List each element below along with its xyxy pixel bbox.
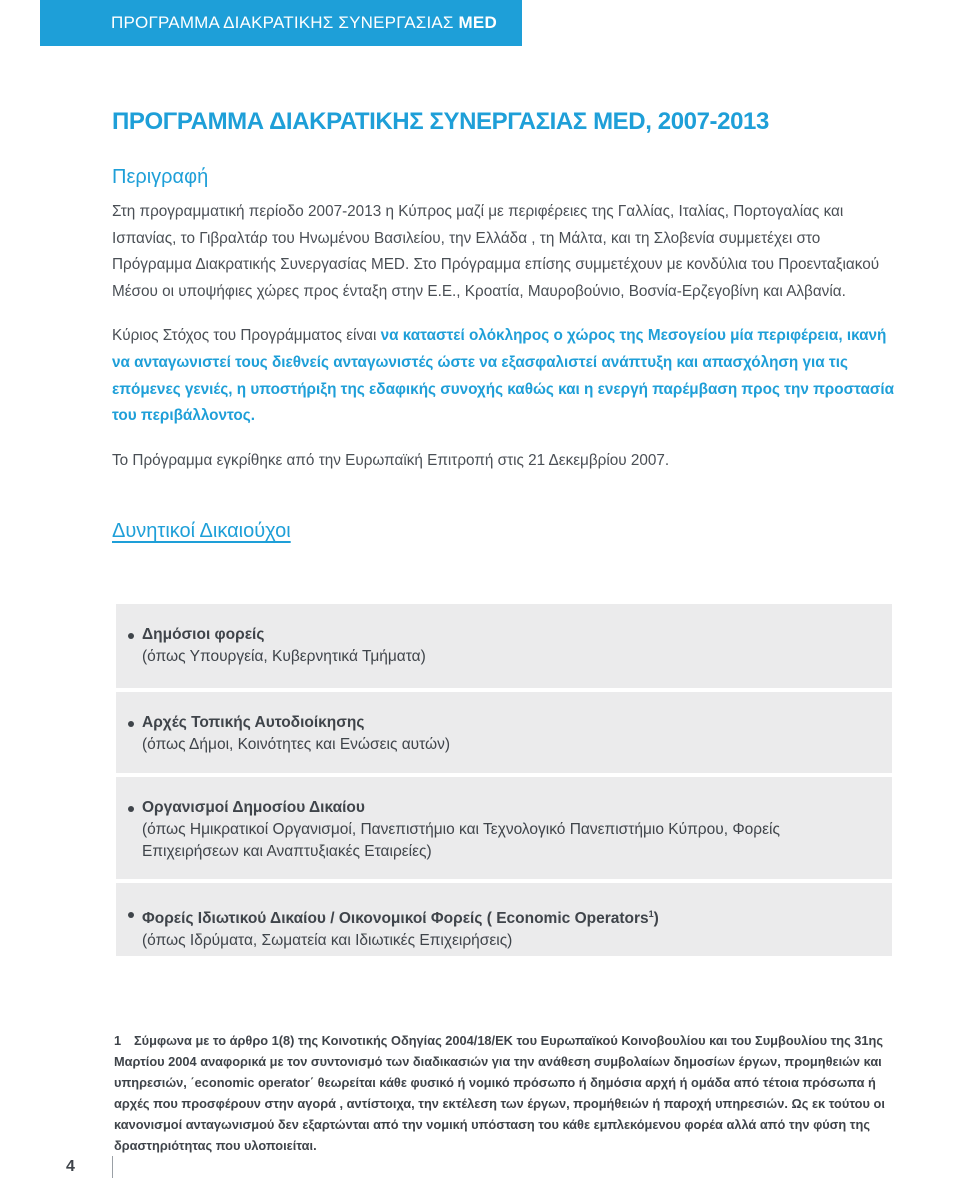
- beneficiaries-heading: Δυνητικοί Δικαιούχοι: [112, 520, 291, 543]
- banner-text: ΠΡΟΓΡΑΜΜΑ ΔΙΑΚΡΑΤΙΚΗΣ ΣΥΝΕΡΓΑΣΙΑΣ: [111, 13, 459, 32]
- beneficiary-item: [116, 883, 892, 956]
- beneficiary-detail: (όπως Ημικρατικοί Οργανισμοί, Πανεπιστήμιο και Τεχνολογικό Πανεπιστήμιο Κύπρου, Φορείς Επιχειρήσεων και Αναπτυξιακές Εταιρείες): [142, 821, 780, 860]
- beneficiary-detail: (όπως Δήμοι, Κοινότητες και Ενώσεις αυτών): [142, 736, 451, 753]
- banner-bold-text: MED: [458, 13, 497, 32]
- description-paragraph: Στη προγραμματική περίοδο 2007-2013 η Κύπρος μαζί με περιφέρειες της Γαλλίας, Ιταλίας, Πορτογαλίας και Ισπανίας, το Γιβραλτάρ του Ηνωμένου Βασιλείου, την Ελλάδα , τη Μάλτα, και τη Σλοβενία συμμετέχει στο Πρόγραμμα Διακρατικής Συνεργασίας MED. Στο Πρόγραμμα επίσης συμμετέχουν με κονδύλια του Προενταξιακού Μέσου οι υποψήφιες χώρες προς ένταξη στην Ε.Ε., Κροατία, Μαυροβούνιο, Βοσνία-Ερζεγοβίνη και Αλβανία.: [112, 203, 880, 300]
- page-number: 4: [66, 1158, 75, 1175]
- goal-paragraph: [112, 323, 902, 429]
- beneficiary-title: [142, 903, 868, 930]
- beneficiary-title: Δημόσιοι φορείς: [142, 626, 265, 643]
- beneficiary-title: Αρχές Τοπικής Αυτοδιοίκησης: [142, 714, 365, 731]
- approval-paragraph: Το Πρόγραμμα εγκρίθηκε από την Ευρωπαϊκή Επιτροπή στις 21 Δεκεμβρίου 2007.: [112, 451, 670, 469]
- beneficiary-detail: (όπως Ιδρύματα, Σωματεία και Ιδιωτικές Επιχειρήσεις): [142, 932, 513, 950]
- goal-intro: Κύριος Στόχος του Προγράμματος είναι: [112, 327, 381, 345]
- beneficiary-title-text: Φορείς Ιδιωτικού Δικαίου / Οικονομικοί Φορείς ( Economic Operators: [142, 910, 649, 928]
- beneficiary-item: [116, 692, 892, 773]
- beneficiary-item: [116, 604, 892, 688]
- goal-emphasis: να καταστεί ολόκληρος ο χώρος της Μεσογείου μία περιφέρεια, ικανή να ανταγωνιστεί τους διεθνείς ανταγωνιστές ώστε να εξασφαλιστεί ανάπτυξη και απασχόληση για τις επόμενες γενιές, η υποστήριξη της εδαφικής συνοχής καθώς και η ενεργή παρέμβαση προς την προστασία του περιβάλλοντος.: [112, 327, 894, 425]
- beneficiary-title-end: ): [653, 910, 659, 928]
- footnote: [114, 1030, 904, 1156]
- footnote-marker: 1: [114, 1033, 122, 1048]
- beneficiary-item: [116, 777, 892, 879]
- beneficiary-title: Οργανισμοί Δημοσίου Δικαίου: [142, 799, 365, 816]
- bullet-icon: [128, 912, 134, 918]
- description-heading: Περιγραφή: [112, 166, 209, 188]
- bullet-icon: [128, 806, 134, 812]
- bullet-icon: [128, 721, 134, 727]
- bullet-icon: [128, 633, 134, 639]
- header-banner: [40, 0, 522, 46]
- footer-divider: [112, 1156, 113, 1178]
- page-title: ΠΡΟΓΡΑΜΜΑ ΔΙΑΚΡΑΤΙΚΗΣ ΣΥΝΕΡΓΑΣΙΑΣ MED, 2007-2013: [112, 108, 769, 135]
- main-content: [112, 108, 902, 543]
- beneficiaries-list: [116, 604, 892, 960]
- beneficiary-detail: (όπως Υπουργεία, Κυβερνητικά Τμήματα): [142, 648, 426, 665]
- footnote-reference: 1: [648, 909, 654, 919]
- footnote-text: Σύμφωνα με το άρθρο 1(8) της Κοινοτικής Οδηγίας 2004/18/ΕΚ του Ευρωπαϊκού Κοινοβουλίου και του Συμβουλίου της 31ης Μαρτίου 2004 αναφορικά με τον συντονισμό των διαδικασιών για την ανάθεση συμβολαίων δημοσίων έργων, προμηθειών και υπηρεσιών, ΄economic operator΄ θεωρείται κάθε φυσικό ή νομικό πρόσωπο ή δημόσια αρχή ή ομάδα από τέτοια πρόσωπα ή αρχές που προσφέρουν στην αγορά , αντίστοιχα, την εκτέλεση των έργων, προμήθειών ή παροχή υπηρεσιών. Ως εκ τούτου οι κανονισμοί ανταγωνισμού δεν εξαρτώνται από την νομική υπόσταση του κάθε εμπλεκόμενου φορέα αλλά από την φύση της δραστηριότητας που υλοποιείται.: [114, 1033, 885, 1153]
